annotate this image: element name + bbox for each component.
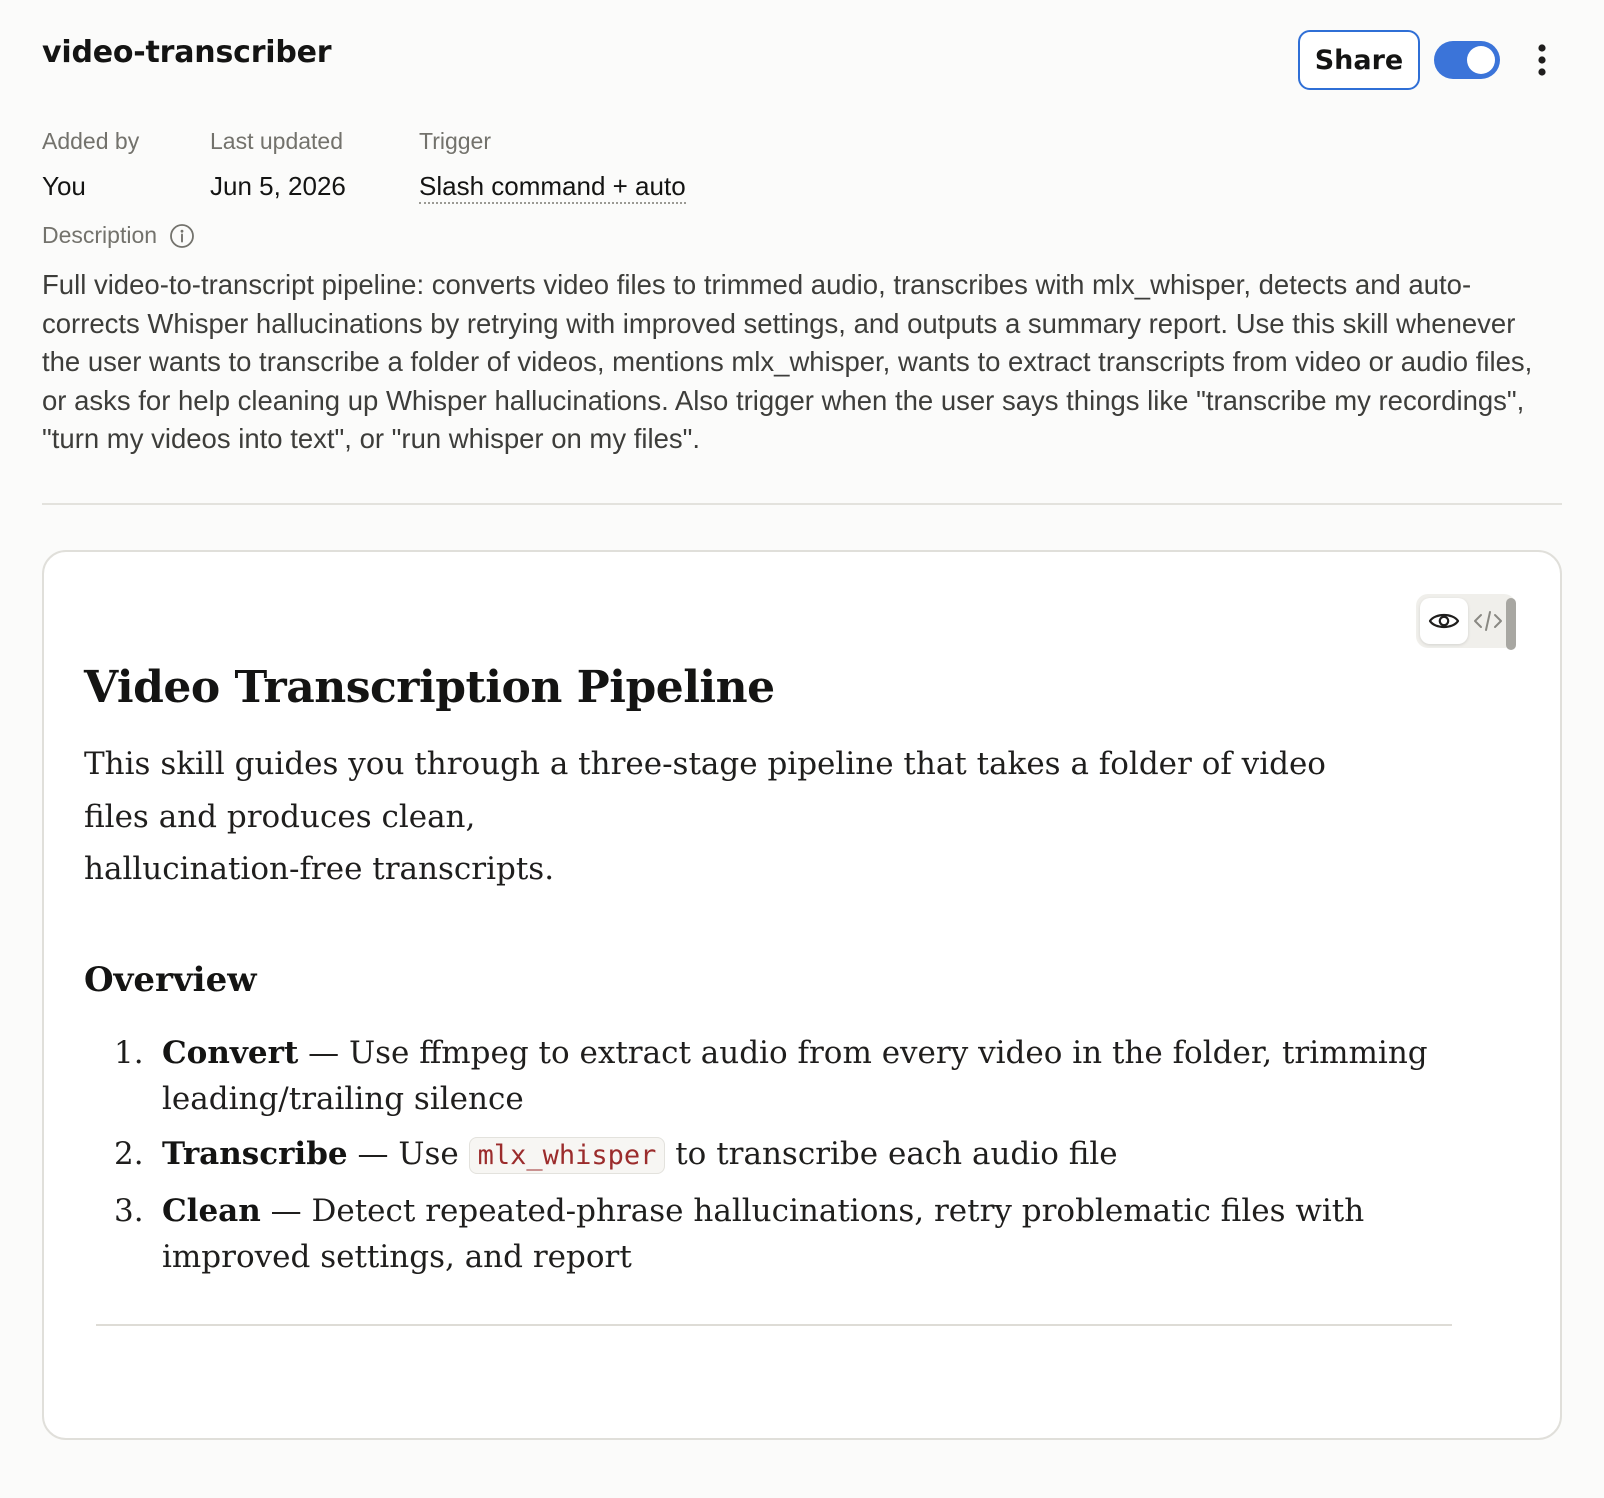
step-text: — Use ffmpeg to extract audio from every video in the folder, trimming leading/trailing silence [162,1034,1428,1117]
overview-steps [84,1030,1484,1280]
eye-icon [1428,610,1460,632]
header-actions [1298,30,1562,90]
step-text-pre: — Use [347,1135,469,1172]
toggle-knob [1467,46,1495,74]
code-icon [1473,609,1503,633]
skill-title: video-transcriber [42,35,332,70]
list-item [84,1030,1444,1122]
more-options-button[interactable] [1522,35,1562,85]
trigger [419,126,686,202]
step-title: Transcribe [162,1135,348,1172]
scrollbar-thumb[interactable] [1506,598,1516,650]
trigger-label: Trigger [419,128,491,154]
document-intro [84,738,1384,896]
step-text-post: to transcribe each audio file [665,1135,1118,1172]
intro-line-2: hallucination-free transcripts. [84,851,555,887]
step-title: Clean [162,1192,261,1229]
step-number: 2. [114,1135,144,1172]
code-mode-button[interactable] [1468,598,1508,644]
description-text: Full video-to-transcript pipeline: converts video files to trimmed audio, transcribes with mlx_whisper, detects and auto-corrects Whisper hallucinations by retrying with improved settings, and outputs a summary report. Use this skill whenever the user wants to transcribe a folder of videos, mentions mlx_whisper, wants to extract transcripts from video or audio files, or asks for help cleaning up Whisper hallucinations. Also trigger when the user says things like "transcribe my recordings", "turn my videos into text", or "run whisper on my files". [42,269,1533,454]
document-divider [96,1324,1452,1326]
view-mode-switch [1416,594,1516,648]
step-number: 3. [114,1192,144,1229]
inline-code: mlx_whisper [469,1137,666,1174]
preview-mode-button[interactable] [1420,598,1468,644]
last-updated [210,126,419,202]
header [42,30,1562,90]
document-heading: Video Transcription Pipeline [84,662,775,713]
info-icon[interactable] [169,223,195,249]
intro-line-1: This skill guides you through a three-stage pipeline that takes a folder of video files and produces clean, [84,746,1326,835]
last-updated-value: Jun 5, 2026 [210,171,346,201]
added-by [42,126,210,202]
added-by-label: Added by [42,128,140,154]
added-by-value: You [42,171,86,201]
description-header [42,222,195,249]
trigger-value[interactable]: Slash command + auto [419,171,686,204]
description-label: Description [42,222,158,248]
list-item [84,1188,1444,1280]
section-divider [42,503,1562,505]
markdown-preview [84,660,1484,1289]
overview-heading: Overview [84,959,257,1000]
last-updated-label: Last updated [210,128,344,154]
meta-info [42,126,686,202]
step-number: 1. [114,1034,144,1071]
list-item [84,1131,1444,1179]
share-button[interactable]: Share [1298,30,1420,90]
skill-content-card [42,550,1562,1440]
step-text: — Detect repeated-phrase hallucinations, retry problematic files with improved settings, and report [162,1192,1365,1275]
enable-toggle[interactable] [1434,41,1500,79]
step-title: Convert [162,1034,299,1071]
more-vertical-icon [1537,43,1547,77]
